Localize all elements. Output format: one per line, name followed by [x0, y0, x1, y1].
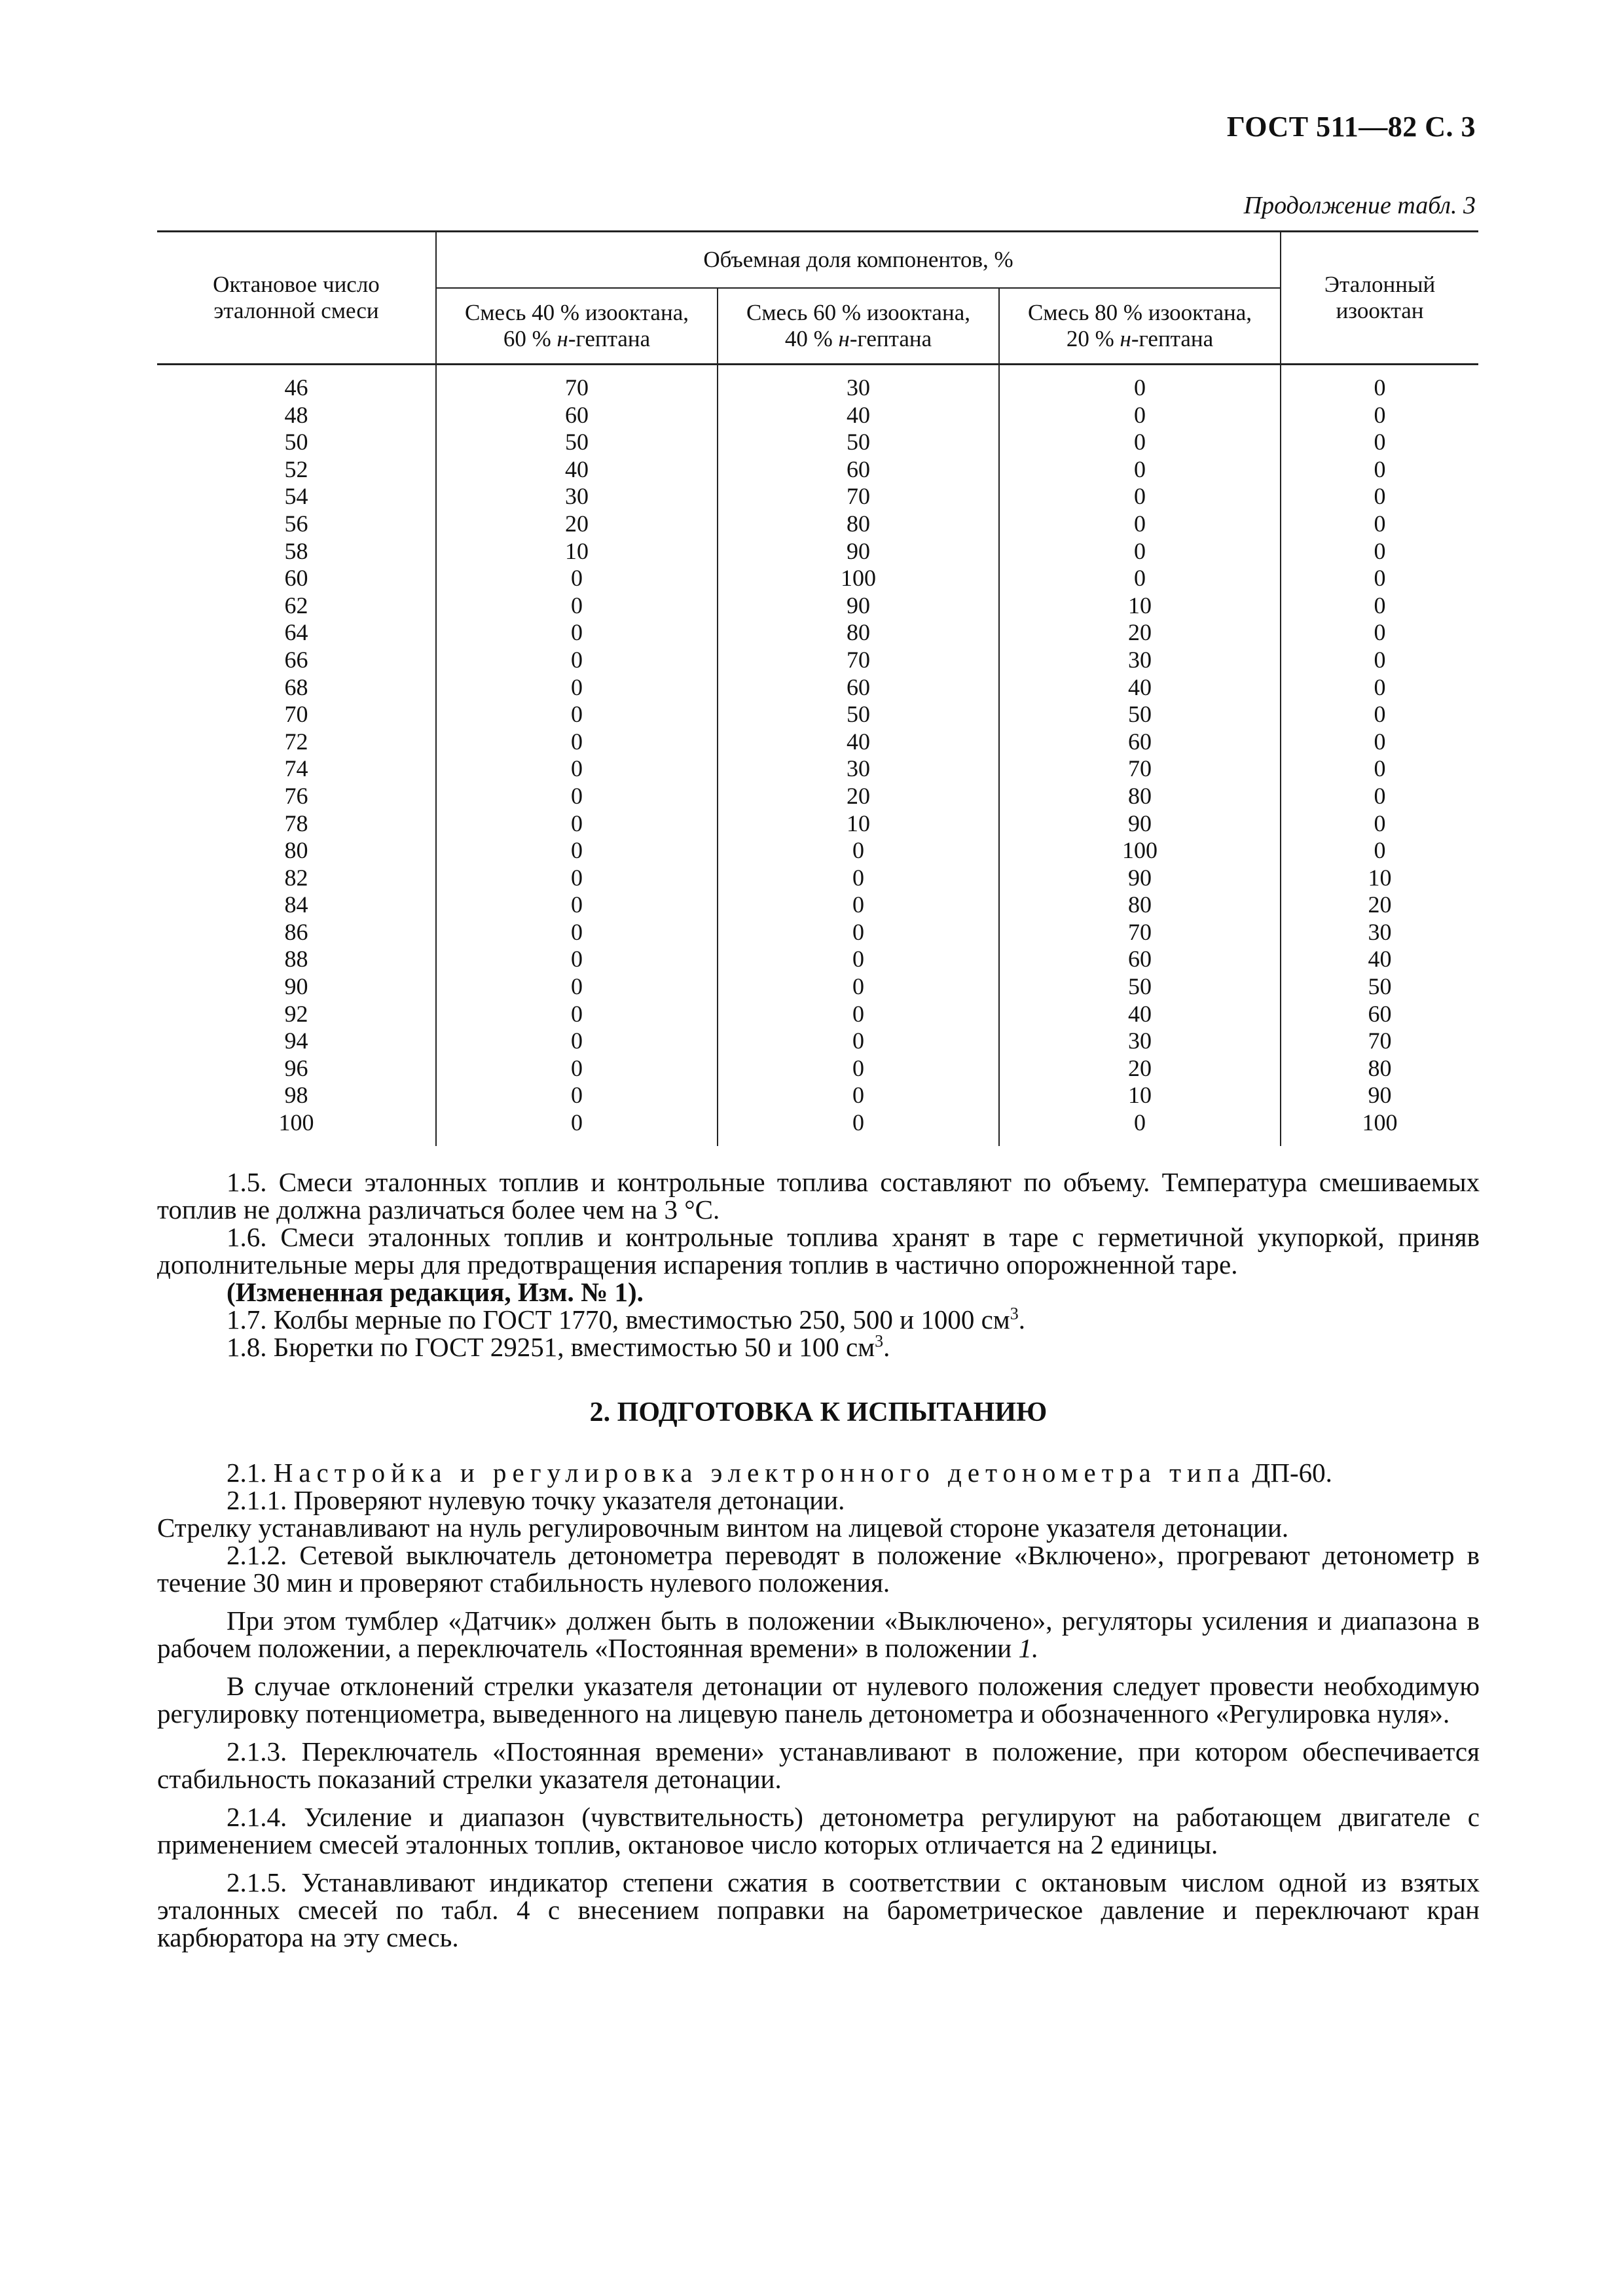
- table-cell: 0: [1281, 810, 1478, 838]
- para-1-7-end: .: [1018, 1304, 1025, 1335]
- table-cell: 90: [284, 973, 308, 1000]
- table-cell: 20: [999, 1055, 1281, 1083]
- table-cell: 0: [1281, 701, 1478, 728]
- table-cell: 90: [999, 810, 1281, 838]
- header-ref-line2: изооктан: [1336, 298, 1424, 323]
- table-cell: 80: [999, 783, 1281, 810]
- para-1-8-end: .: [883, 1332, 890, 1362]
- table-cell: 0: [999, 1109, 1281, 1146]
- table-cell: 30: [999, 647, 1281, 674]
- table-cell: 0: [1281, 837, 1478, 865]
- table-cell: 46: [284, 374, 308, 401]
- table-cell: 0: [436, 647, 718, 674]
- table-cell: 84: [284, 891, 308, 918]
- table-cell: 10: [1281, 865, 1478, 892]
- mix-40-pct: 60 %: [503, 326, 557, 351]
- para-2-1-2: 2.1.2. Сетевой выключатель детонометра переводят в положение «Включено», прогревают детонометр в течение 30 мин и проверяют стабильность нулевого положения.: [157, 1540, 1480, 1598]
- table-cell: 80: [718, 619, 999, 647]
- table-cell: 50: [999, 701, 1281, 728]
- table-row: [157, 1109, 1478, 1146]
- table-cell: 0: [436, 810, 718, 838]
- table-cell: 0: [718, 837, 999, 865]
- table-cell: 90: [718, 538, 999, 565]
- table-row: [157, 891, 1478, 919]
- mix-60-heptane: -гептана: [849, 326, 932, 351]
- table-cell: 72: [284, 728, 308, 755]
- header-octane-line2: эталонной смеси: [213, 298, 379, 323]
- table-cell: 50: [436, 429, 718, 456]
- table-cell: 0: [436, 755, 718, 783]
- table-row: [157, 1028, 1478, 1055]
- table-row: [157, 1082, 1478, 1109]
- table-row: [157, 919, 1478, 946]
- table-cell: 50: [284, 429, 308, 456]
- table-cell: 0: [436, 1109, 718, 1146]
- table-cell: 0: [1281, 456, 1478, 484]
- table-cell: 0: [436, 728, 718, 756]
- table-cell: 0: [718, 1001, 999, 1028]
- table-cell: 60: [999, 946, 1281, 973]
- header-mix-80: [999, 288, 1281, 365]
- table-cell: 30: [436, 483, 718, 511]
- table-cell: 0: [999, 483, 1281, 511]
- table-cell: 60: [718, 456, 999, 484]
- para-1-7-sup: 3: [1010, 1304, 1019, 1323]
- table-cell: 0: [1281, 728, 1478, 756]
- table-cell: 58: [284, 537, 308, 564]
- header-mix-60: [718, 288, 999, 365]
- table-cell: 40: [718, 728, 999, 756]
- table-row: [157, 456, 1478, 484]
- header-mix-40-line1: Смесь 40 % изооктана,: [465, 300, 689, 325]
- table-cell: 52: [284, 456, 308, 482]
- table-row: [157, 701, 1478, 728]
- table-cell: 50: [718, 429, 999, 456]
- table-cell: 20: [1281, 891, 1478, 919]
- table-row: [157, 592, 1478, 620]
- table-cell: 0: [436, 891, 718, 919]
- table-cell: 0: [436, 619, 718, 647]
- table-cell: 92: [284, 1000, 308, 1027]
- section-2-title: 2. ПОДГОТОВКА К ИСПЫТАНИЮ: [589, 1397, 1048, 1427]
- para-2-1-num: 2.1.: [227, 1458, 274, 1488]
- table-cell: 100: [999, 837, 1281, 865]
- table-cell: 0: [718, 1082, 999, 1109]
- table-row: [157, 946, 1478, 973]
- para-1-8-text: 1.8. Бюретки по ГОСТ 29251, вместимостью 50 и 100 см: [227, 1332, 875, 1362]
- table-cell: 0: [999, 456, 1281, 484]
- para-2-1-2b: [157, 1607, 1480, 1662]
- table-cell: 0: [436, 1028, 718, 1055]
- octane-mixture-table: [157, 230, 1478, 1146]
- table-cell: 82: [284, 864, 308, 891]
- table-cell: 62: [284, 592, 308, 619]
- para-2-1-title: Настройка и регулировка электронного детонометра типа: [273, 1458, 1246, 1488]
- table-cell: 60: [1281, 1001, 1478, 1028]
- para-2-1-5: 2.1.5. Устанавливают индикатор степени сжатия в соответствии с октановым числом одной из взятых эталонных смесей по табл. 4 с внесением поправки на барометрическое давление и переключают кран карбюратора на эту смесь.: [157, 1867, 1480, 1952]
- table-cell: 40: [1281, 946, 1478, 973]
- header-octane-number: [157, 232, 436, 365]
- mix-40-n: н: [556, 326, 568, 351]
- table-cell: 98: [284, 1082, 308, 1109]
- para-1-6: 1.6. Смеси эталонных топлив и контрольные топлива хранят в таре с герметичной укупоркой, приняв дополнительные меры для предотвращения испарения топлив в частично опорожненной таре.: [157, 1222, 1480, 1280]
- table-cell: 94: [284, 1028, 308, 1054]
- table-row: [157, 483, 1478, 511]
- table-cell: 0: [999, 538, 1281, 565]
- table-cell: 40: [718, 402, 999, 429]
- table-cell: 70: [999, 755, 1281, 783]
- table-cell: 70: [999, 919, 1281, 946]
- table-cell: 30: [718, 365, 999, 402]
- table-cell: 60: [718, 674, 999, 702]
- table-cell: 0: [1281, 365, 1478, 402]
- table-cell: 0: [1281, 402, 1478, 429]
- header-mix-40: [436, 288, 718, 365]
- header-mix-60-line2: [719, 326, 998, 352]
- table-cell: 10: [999, 592, 1281, 620]
- para-2-1: [157, 1459, 1480, 1486]
- table-cell: 40: [999, 674, 1281, 702]
- table-cell: 54: [284, 483, 308, 510]
- table-row: [157, 429, 1478, 456]
- table-cell: 90: [718, 592, 999, 620]
- table-row: [157, 647, 1478, 674]
- table-cell: 0: [436, 783, 718, 810]
- table-cell: 0: [436, 1082, 718, 1109]
- table-cell: 60: [999, 728, 1281, 756]
- table-cell: 90: [1281, 1082, 1478, 1109]
- table-cell: 40: [999, 1001, 1281, 1028]
- table-cell: 30: [999, 1028, 1281, 1055]
- table-cell: 10: [436, 538, 718, 565]
- table-cell: 0: [1281, 647, 1478, 674]
- table-cell: 78: [284, 810, 308, 836]
- table-cell: 10: [999, 1082, 1281, 1109]
- table-cell: 0: [436, 946, 718, 973]
- table-cell: 0: [436, 973, 718, 1001]
- table-cell: 80: [1281, 1055, 1478, 1083]
- table-cell: 0: [1281, 483, 1478, 511]
- para-1-8-sup: 3: [875, 1331, 884, 1351]
- table-cell: 0: [436, 701, 718, 728]
- table-cell: 0: [718, 919, 999, 946]
- table-cell: 0: [718, 1055, 999, 1083]
- table-cell: 50: [718, 701, 999, 728]
- table-row: [157, 538, 1478, 565]
- table-cell: 50: [1281, 973, 1478, 1001]
- mix-80-n: н: [1120, 326, 1131, 351]
- table-cell: 0: [718, 1109, 999, 1146]
- table-cell: 40: [436, 456, 718, 484]
- table-row: [157, 1055, 1478, 1083]
- table-cell: 20: [999, 619, 1281, 647]
- table-cell: 0: [718, 1028, 999, 1055]
- header-ref-line1: Эталонный: [1324, 272, 1436, 297]
- table-cell: 80: [284, 837, 308, 864]
- table-cell: 0: [1281, 565, 1478, 592]
- table-cell: 30: [718, 755, 999, 783]
- header-volume-fraction: Объемная доля компонентов, %: [436, 232, 1281, 289]
- table-cell: 0: [1281, 674, 1478, 702]
- table-cell: 0: [1281, 592, 1478, 620]
- table-cell: 64: [284, 619, 308, 646]
- mix-80-pct: 20 %: [1066, 326, 1120, 351]
- table-cell: 0: [436, 674, 718, 702]
- table-cell: 70: [1281, 1028, 1478, 1055]
- table-cell: 0: [718, 865, 999, 892]
- header-reference-isooctane: [1281, 232, 1478, 365]
- table-row: [157, 565, 1478, 592]
- table-cell: 0: [436, 1055, 718, 1083]
- table-cell: 0: [999, 365, 1281, 402]
- table-cell: 60: [284, 565, 308, 592]
- header-mix-80-line1: Смесь 80 % изооктана,: [1028, 300, 1252, 325]
- table-cell: 0: [1281, 538, 1478, 565]
- table-cell: 48: [284, 401, 308, 428]
- header-mix-40-line2: [437, 326, 716, 352]
- para-2-1-2b-position: 1.: [1018, 1633, 1039, 1663]
- para-2-1-1b: Стрелку устанавливают на нуль регулировочным винтом на лицевой стороне указателя детонации.: [157, 1513, 1289, 1543]
- table-row: [157, 619, 1478, 647]
- table-cell: 0: [436, 1001, 718, 1028]
- table-cell: 0: [1281, 755, 1478, 783]
- table-cell: 0: [436, 837, 718, 865]
- body-text: [157, 1168, 1480, 1951]
- table-cell: 60: [436, 402, 718, 429]
- table-cell: 70: [284, 701, 308, 728]
- table-cell: 80: [718, 511, 999, 538]
- table-cell: 10: [718, 810, 999, 838]
- para-1-7-text: 1.7. Колбы мерные по ГОСТ 1770, вместимостью 250, 500 и 1000 см: [227, 1304, 1010, 1335]
- table-row: [157, 728, 1478, 756]
- table-row: [157, 674, 1478, 702]
- para-2-1-4: 2.1.4. Усиление и диапазон (чувствительность) детонометра регулируют на работающем двигателе с применением смесей эталонных топлив, октановое число которых отличается на 2 единицы.: [157, 1802, 1480, 1859]
- table-cell: 74: [284, 755, 308, 782]
- table-cell: 90: [999, 865, 1281, 892]
- table-cell: 0: [436, 592, 718, 620]
- para-2-1-3: 2.1.3. Переключатель «Постоянная времени» устанавливают в положение, при котором обеспечивается стабильность показаний стрелки указателя детонации.: [157, 1736, 1480, 1794]
- table-cell: 0: [718, 973, 999, 1001]
- table-cell: 88: [284, 946, 308, 973]
- table-cell: 30: [1281, 919, 1478, 946]
- para-1-6-amendment: (Измененная редакция, Изм. № 1).: [227, 1277, 644, 1307]
- table-cell: 70: [436, 365, 718, 402]
- para-2-1-1: 2.1.1. Проверяют нулевую точку указателя детонации.: [227, 1485, 845, 1515]
- header-mix-80-line2: [1000, 326, 1279, 352]
- table-cell: 100: [718, 565, 999, 592]
- table-cell: 0: [999, 511, 1281, 538]
- table-cell: 0: [1281, 619, 1478, 647]
- table-cell: 0: [718, 891, 999, 919]
- table-body: [157, 365, 1478, 1146]
- table-cell: 0: [999, 565, 1281, 592]
- table-row: [157, 1001, 1478, 1028]
- table-cell: 96: [284, 1054, 308, 1081]
- table-cell: 80: [999, 891, 1281, 919]
- mix-60-n: н: [838, 326, 850, 351]
- table-cell: 70: [718, 647, 999, 674]
- table-cell: 0: [436, 565, 718, 592]
- table-cell: 68: [284, 673, 308, 700]
- table-cell: 100: [278, 1109, 314, 1136]
- para-1-7: [157, 1306, 1480, 1333]
- table-row: [157, 402, 1478, 429]
- table-cell: 20: [436, 511, 718, 538]
- table-caption: Продолжение табл. 3: [1243, 192, 1476, 219]
- table-cell: 0: [1281, 429, 1478, 456]
- table-row: [157, 365, 1478, 402]
- table-row: [157, 837, 1478, 865]
- table-cell: 56: [284, 510, 308, 537]
- para-1-5: 1.5. Смеси эталонных топлив и контрольные топлива составляют по объему. Температура смешиваемых топлив не должна различаться более чем на 3 °С.: [157, 1167, 1480, 1225]
- table-row: [157, 511, 1478, 538]
- table-cell: 100: [1281, 1109, 1478, 1146]
- table-cell: 70: [718, 483, 999, 511]
- table-row: [157, 973, 1478, 1001]
- table-row: [157, 865, 1478, 892]
- table-cell: 0: [1281, 783, 1478, 810]
- table-cell: 76: [284, 782, 308, 809]
- table-row: [157, 810, 1478, 838]
- header-mix-60-line1: Смесь 60 % изооктана,: [746, 300, 970, 325]
- header-octane-line1: Октановое число: [213, 272, 380, 297]
- mix-80-heptane: -гептана: [1131, 326, 1214, 351]
- table-cell: 0: [999, 429, 1281, 456]
- page-header: ГОСТ 511—82 С. 3: [1226, 111, 1476, 143]
- para-1-8: [157, 1333, 1480, 1361]
- table-cell: 0: [999, 402, 1281, 429]
- table-cell: 86: [284, 918, 308, 945]
- table-cell: 50: [999, 973, 1281, 1001]
- table-row: [157, 783, 1478, 810]
- para-2-1-end: ДП-60.: [1245, 1458, 1332, 1488]
- table-cell: 0: [718, 946, 999, 973]
- table-cell: 20: [718, 783, 999, 810]
- para-2-1-2b-text: При этом тумблер «Датчик» должен быть в положении «Выключено», регуляторы усиления и диапазона в рабочем положении, а переключатель «Постоянная времени» в положении: [157, 1605, 1480, 1663]
- para-2-1-2c: В случае отклонений стрелки указателя детонации от нулевого положения следует провести необходимую регулировку потенциометра, выведенного на лицевую панель детонометра и обозначенного «Регулировка нуля».: [157, 1671, 1480, 1729]
- table-cell: 0: [436, 919, 718, 946]
- table-cell: 0: [1281, 511, 1478, 538]
- mix-60-pct: 40 %: [784, 326, 839, 351]
- table-cell: 0: [436, 865, 718, 892]
- table-cell: 66: [284, 646, 308, 673]
- table-row: [157, 755, 1478, 783]
- mix-40-heptane: -гептана: [568, 326, 651, 351]
